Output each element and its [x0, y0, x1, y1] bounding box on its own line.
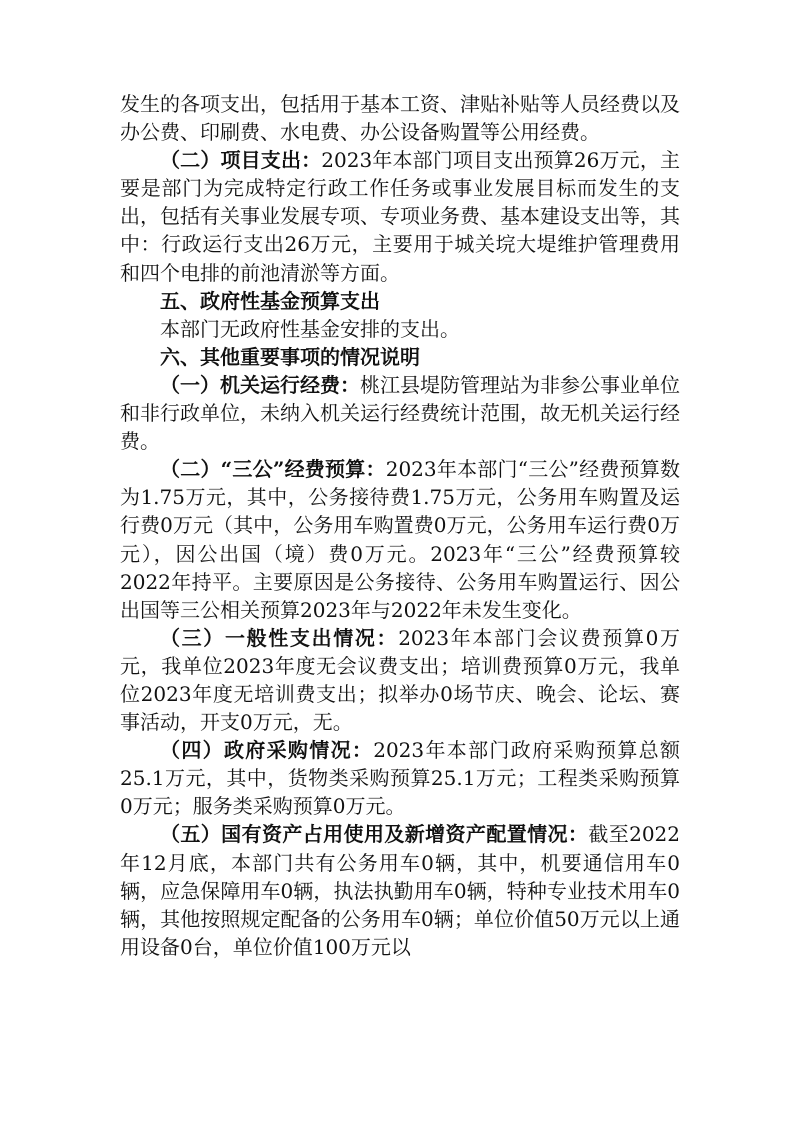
- paragraph-body: 本部门无政府性基金安排的支出。: [160, 316, 460, 341]
- paragraph-lead: （四）政府采购情况：: [160, 738, 374, 763]
- paragraph-lead: （五）国有资产占用使用及新增资产配置情况：: [160, 822, 589, 847]
- paragraph-procurement: [120, 736, 680, 820]
- paragraph-project-expenditure: [120, 146, 680, 286]
- paragraph-body: 2023年本部门项目支出预算26万元，主要是部门为完成特定行政工作任务或事业发展目标而发生的支出，包括有关事业发展专项、专项业务费、基本建设支出等，其中：行政运行支出26万元，主要用于城关垸大堤维护管理费用和四个电排的前池清淤等方面。: [120, 148, 681, 285]
- paragraph-three-public: [120, 455, 680, 624]
- section-heading-text: 五、政府性基金预算支出: [160, 288, 380, 313]
- paragraph-fund-budget: [120, 315, 680, 343]
- section-heading-text: 六、其他重要事项的情况说明: [160, 344, 420, 369]
- paragraph-body: 2023年本部门会议费预算0万元，我单位2023年度无会议费支出；培训费预算0万元，我单位2023年度无培训费支出；拟举办0场节庆、晚会、论坛、赛事活动，开支0万元，无。: [120, 625, 680, 735]
- section-heading-fund-budget: [120, 287, 680, 315]
- paragraph-basic-expenditure-cont: [120, 90, 680, 146]
- paragraph-agency-operating: [120, 371, 680, 455]
- paragraph-state-assets: [120, 820, 680, 960]
- paragraph-general-expenditure: [120, 624, 680, 736]
- paragraph-body: 发生的各项支出，包括用于基本工资、津贴补贴等人员经费以及办公费、印刷费、水电费、办公设备购置等公用经费。: [120, 92, 680, 145]
- section-heading-other-matters: [120, 343, 680, 371]
- paragraph-body: 2023年本部门“三公”经费预算数为1.75万元，其中，公务接待费1.75万元，公务用车购置及运行费0万元（其中，公务用车购置费0万元，公务用车运行费0万元），因公出国（境）费0万元。2023年“三公”经费预算较2022年持平。主要原因是公务接待、公务用车购置运行、因公出国等三公相关预算2023年与2022年未发生变化。: [120, 457, 680, 622]
- paragraph-lead: （一）机关运行经费：: [160, 372, 360, 397]
- paragraph-body: 2023年本部门政府采购预算总额25.1万元，其中，货物类采购预算25.1万元；工程类采购预算0万元；服务类采购预算0万元。: [120, 738, 681, 819]
- paragraph-body: 截至2022年12月底，本部门共有公务用车0辆，其中，机要通信用车0辆，应急保障用车0辆，执法执勤用车0辆，特种专业技术用车0辆，其他按照规定配备的公务用车0辆；单位价值50万元以上通用设备0台，单位价值100万元以: [120, 822, 681, 959]
- paragraph-lead: （三）一般性支出情况：: [160, 625, 399, 650]
- paragraph-lead: （二）“三公”经费预算：: [160, 457, 386, 482]
- document-body: [120, 90, 680, 961]
- paragraph-lead: （二）项目支出：: [160, 148, 322, 173]
- paragraph-body: 桃江县堤防管理站为非参公事业单位和非行政单位，未纳入机关运行经费统计范围，故无机关运行经费。: [120, 372, 680, 454]
